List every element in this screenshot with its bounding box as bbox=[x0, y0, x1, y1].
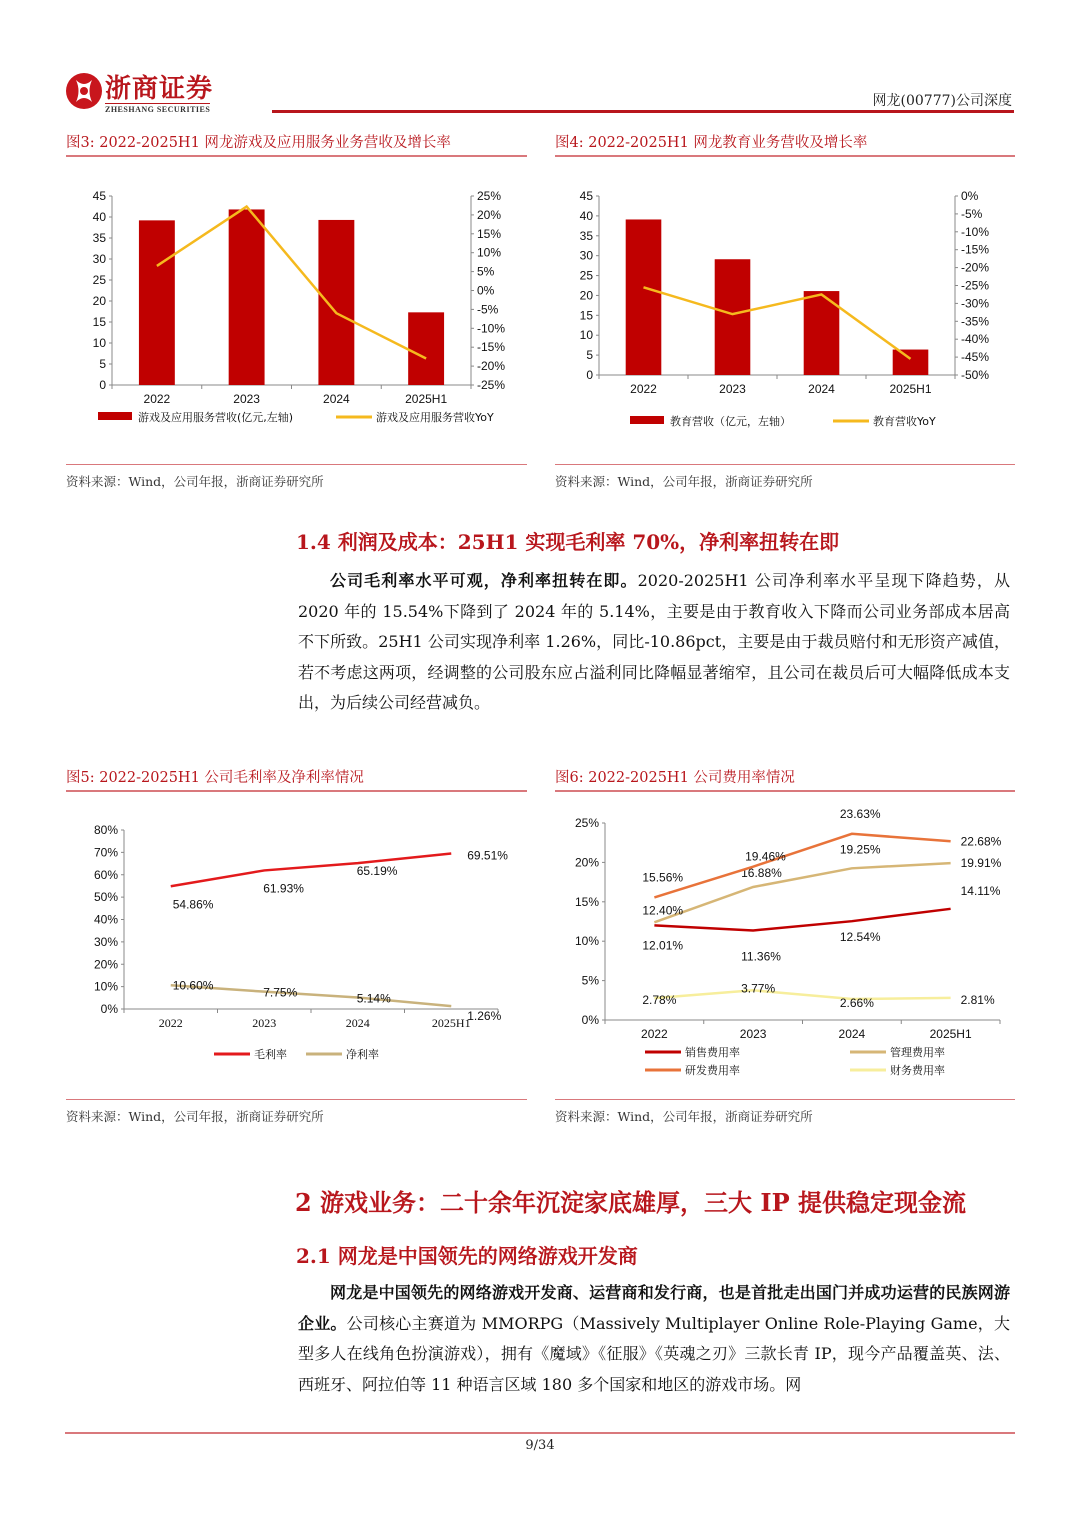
svg-text:30%: 30% bbox=[93, 934, 118, 949]
svg-text:12.54%: 12.54% bbox=[839, 930, 881, 945]
page-number: 9/34 bbox=[525, 1438, 555, 1453]
svg-text:5: 5 bbox=[586, 348, 593, 363]
svg-text:-20%: -20% bbox=[477, 359, 506, 374]
svg-text:25: 25 bbox=[92, 273, 106, 287]
svg-text:30: 30 bbox=[92, 252, 106, 266]
svg-text:研发费用率: 研发费用率 bbox=[685, 1064, 740, 1077]
svg-text:15: 15 bbox=[579, 308, 593, 323]
svg-text:15%: 15% bbox=[477, 226, 502, 241]
svg-text:40%: 40% bbox=[93, 912, 118, 927]
svg-text:25%: 25% bbox=[574, 816, 599, 830]
figure-4-source: 资料来源：Wind，公司年报，浙商证券研究所 bbox=[555, 474, 813, 489]
svg-text:2022: 2022 bbox=[641, 1027, 668, 1041]
figure-4-chart bbox=[555, 180, 1017, 440]
section-1-4-body: 2020-2025H1 公司净利率水平呈现下降趋势，从 2020 年的 15.54%下降到了 2024 年的 5.14%，主要是由于教育收入下降而公司业务部成本居高不下所致。25H1 公司实现净利率 1.26%，同比-10.86pct，主要是由于裁员赔付和无形资产减值，若不考虑这两项，经调整的公司股东应占溢利同比降幅显著缩窄，且公司在裁员后可大幅降低成本支出，为后续公司经营减负。 bbox=[298, 571, 1010, 712]
brand-name-cn: 浙商证券 bbox=[105, 74, 214, 104]
svg-text:5%: 5% bbox=[581, 973, 599, 988]
section-2-1-lead: 网龙是中国领先的网络游戏开发商、运营商和发行商，也是首批走出国门并成功运营的民族网游企业。 bbox=[298, 1283, 1010, 1333]
figure-6-source: 资料来源：Wind，公司年报，浙商证券研究所 bbox=[555, 1109, 813, 1124]
svg-text:-5%: -5% bbox=[961, 206, 983, 221]
brand-name-en: ZHESHANG SECURITIES bbox=[105, 105, 211, 114]
figure-4-title: 图4: 2022-2025H1 网龙教育业务营收及增长率 bbox=[555, 135, 868, 151]
svg-text:毛利率: 毛利率 bbox=[254, 1048, 287, 1061]
svg-text:61.93%: 61.93% bbox=[263, 881, 304, 896]
svg-text:50%: 50% bbox=[93, 890, 118, 905]
svg-text:11.36%: 11.36% bbox=[741, 949, 781, 964]
svg-text:5: 5 bbox=[99, 357, 106, 371]
svg-text:教育营收（亿元，左轴）: 教育营收（亿元，左轴） bbox=[670, 415, 791, 428]
svg-text:35: 35 bbox=[92, 231, 106, 245]
svg-text:教育营收YoY: 教育营收YoY bbox=[873, 415, 936, 428]
svg-text:净利率: 净利率 bbox=[346, 1048, 379, 1061]
header-rule bbox=[272, 110, 1014, 113]
svg-text:80%: 80% bbox=[93, 823, 118, 837]
svg-text:0%: 0% bbox=[100, 1002, 118, 1016]
svg-text:30: 30 bbox=[579, 248, 593, 263]
figure-5-source: 资料来源：Wind，公司年报，浙商证券研究所 bbox=[66, 1109, 324, 1124]
section-1-4-lead: 公司毛利率水平可观，净利率扭转在即。 bbox=[330, 571, 638, 590]
svg-text:0: 0 bbox=[99, 378, 106, 392]
svg-text:65.19%: 65.19% bbox=[356, 864, 398, 879]
figure-3-top-rule bbox=[66, 155, 527, 157]
svg-text:7.75%: 7.75% bbox=[263, 985, 298, 1000]
section-2-1-body: 公司核心主赛道为 MMORPG（Massively Multiplayer Online Role-Playing Game，大型多人在线角色扮演游戏），拥有《魔域》《征服》《英魂之刃》三款长青 IP，现今产品覆盖英、法、西班牙、阿拉伯等 11 种语言区域 180 多个国家和地区的游戏市场。网 bbox=[298, 1313, 1010, 1394]
svg-text:2024: 2024 bbox=[323, 392, 350, 406]
svg-text:游戏及应用服务营收(亿元,左轴): 游戏及应用服务营收(亿元,左轴) bbox=[138, 411, 294, 424]
figure-3-chart bbox=[66, 180, 528, 440]
document-label: 网龙(00777)公司深度 bbox=[872, 93, 1012, 109]
svg-text:2025H1: 2025H1 bbox=[405, 392, 448, 406]
svg-text:-10%: -10% bbox=[477, 321, 506, 336]
figure-6-top-rule bbox=[555, 790, 1015, 792]
svg-text:财务费用率: 财务费用率 bbox=[890, 1064, 945, 1077]
svg-text:2022: 2022 bbox=[630, 382, 657, 396]
brand-emblem-icon bbox=[65, 72, 103, 110]
svg-text:2025H1: 2025H1 bbox=[431, 1016, 471, 1030]
svg-text:2024: 2024 bbox=[345, 1016, 370, 1030]
svg-text:3.77%: 3.77% bbox=[741, 981, 776, 996]
svg-text:-15%: -15% bbox=[477, 340, 506, 355]
svg-text:5%: 5% bbox=[477, 264, 495, 279]
brand-logo bbox=[65, 68, 235, 118]
figure-5-chart bbox=[66, 812, 528, 1072]
svg-text:2023: 2023 bbox=[739, 1027, 767, 1041]
svg-text:12.01%: 12.01% bbox=[642, 938, 684, 953]
svg-text:15: 15 bbox=[92, 315, 106, 329]
svg-text:20: 20 bbox=[579, 288, 593, 303]
svg-text:-25%: -25% bbox=[961, 278, 990, 293]
svg-text:2023: 2023 bbox=[252, 1016, 277, 1030]
section-1-4-paragraph bbox=[298, 566, 1010, 719]
svg-text:0%: 0% bbox=[581, 1013, 599, 1027]
svg-text:2.66%: 2.66% bbox=[839, 996, 874, 1011]
svg-text:-15%: -15% bbox=[961, 242, 990, 257]
svg-text:2022: 2022 bbox=[143, 392, 171, 406]
svg-text:0%: 0% bbox=[477, 283, 495, 298]
svg-text:10.60%: 10.60% bbox=[172, 978, 214, 993]
svg-text:20%: 20% bbox=[477, 207, 502, 222]
figure-5-title: 图5: 2022-2025H1 公司毛利率及净利率情况 bbox=[66, 770, 364, 786]
svg-text:19.25%: 19.25% bbox=[839, 842, 881, 857]
svg-text:60%: 60% bbox=[93, 867, 118, 882]
svg-text:2024: 2024 bbox=[808, 382, 835, 396]
svg-text:19.91%: 19.91% bbox=[960, 856, 1002, 871]
svg-text:45: 45 bbox=[579, 189, 593, 203]
svg-text:2023: 2023 bbox=[233, 392, 260, 406]
svg-text:15%: 15% bbox=[574, 894, 599, 909]
svg-text:40: 40 bbox=[579, 208, 593, 223]
svg-text:22.68%: 22.68% bbox=[960, 834, 1002, 849]
figure-5-bottom-rule bbox=[66, 1099, 527, 1100]
section-2-1-paragraph bbox=[298, 1278, 1010, 1400]
svg-text:5.14%: 5.14% bbox=[356, 991, 391, 1006]
svg-text:20: 20 bbox=[92, 294, 106, 308]
figure-3-title: 图3: 2022-2025H1 网龙游戏及应用服务业务营收及增长率 bbox=[66, 135, 451, 151]
svg-text:0: 0 bbox=[586, 368, 593, 382]
svg-text:14.11%: 14.11% bbox=[960, 883, 1001, 898]
svg-text:40: 40 bbox=[92, 210, 106, 224]
svg-text:20%: 20% bbox=[93, 957, 118, 972]
svg-text:10%: 10% bbox=[93, 979, 118, 994]
svg-text:管理费用率: 管理费用率 bbox=[890, 1046, 945, 1059]
svg-text:45: 45 bbox=[92, 189, 106, 203]
svg-text:1.26%: 1.26% bbox=[467, 1009, 502, 1024]
svg-text:-50%: -50% bbox=[961, 368, 990, 382]
svg-text:69.51%: 69.51% bbox=[467, 848, 508, 863]
svg-text:2.78%: 2.78% bbox=[642, 993, 677, 1008]
svg-text:15.56%: 15.56% bbox=[642, 870, 684, 885]
section-2-heading: 2 游戏业务：二十余年沉淀家底雄厚，三大 IP 提供稳定现金流 bbox=[295, 1188, 967, 1217]
svg-text:12.40%: 12.40% bbox=[642, 903, 684, 918]
figure-4-top-rule bbox=[555, 155, 1015, 157]
svg-text:游戏及应用服务营收YoY: 游戏及应用服务营收YoY bbox=[376, 411, 494, 424]
svg-text:25%: 25% bbox=[477, 189, 502, 203]
svg-text:10: 10 bbox=[92, 336, 106, 350]
svg-text:2.81%: 2.81% bbox=[960, 992, 995, 1007]
svg-text:-30%: -30% bbox=[961, 296, 990, 311]
svg-text:70%: 70% bbox=[93, 845, 118, 860]
section-1-4-heading: 1.4 利润及成本：25H1 实现毛利率 70%，净利率扭转在即 bbox=[296, 530, 840, 554]
svg-text:2022: 2022 bbox=[158, 1016, 183, 1030]
svg-text:16.88%: 16.88% bbox=[741, 865, 782, 880]
figure-3-source: 资料来源：Wind，公司年报，浙商证券研究所 bbox=[66, 474, 324, 489]
svg-text:0%: 0% bbox=[961, 189, 979, 203]
svg-text:2023: 2023 bbox=[719, 382, 746, 396]
svg-text:-10%: -10% bbox=[961, 224, 990, 239]
svg-text:-25%: -25% bbox=[477, 378, 506, 392]
svg-text:23.63%: 23.63% bbox=[839, 808, 881, 821]
svg-text:35: 35 bbox=[579, 228, 593, 243]
svg-text:-45%: -45% bbox=[961, 350, 990, 365]
figure-6-bottom-rule bbox=[555, 1099, 1015, 1100]
section-2-1-heading: 2.1 网龙是中国领先的网络游戏开发商 bbox=[296, 1244, 638, 1268]
footer-rule bbox=[65, 1432, 1015, 1434]
svg-text:10%: 10% bbox=[574, 934, 599, 949]
svg-text:2025H1: 2025H1 bbox=[889, 382, 932, 396]
svg-text:2025H1: 2025H1 bbox=[929, 1027, 972, 1041]
svg-text:-35%: -35% bbox=[961, 314, 990, 329]
svg-text:25: 25 bbox=[579, 268, 593, 283]
figure-3-bottom-rule bbox=[66, 464, 527, 465]
svg-text:10: 10 bbox=[579, 328, 593, 343]
svg-text:销售费用率: 销售费用率 bbox=[685, 1046, 740, 1059]
svg-text:-20%: -20% bbox=[961, 260, 990, 275]
svg-text:19.46%: 19.46% bbox=[745, 849, 786, 864]
figure-5-top-rule bbox=[66, 790, 527, 792]
figure-6-title: 图6: 2022-2025H1 公司费用率情况 bbox=[555, 770, 795, 786]
svg-text:20%: 20% bbox=[574, 855, 599, 870]
figure-4-bottom-rule bbox=[555, 464, 1015, 465]
svg-text:-40%: -40% bbox=[961, 332, 990, 347]
svg-text:-5%: -5% bbox=[477, 302, 499, 317]
figure-6-chart bbox=[555, 808, 1017, 1083]
svg-text:54.86%: 54.86% bbox=[172, 897, 214, 912]
svg-text:10%: 10% bbox=[477, 245, 502, 260]
svg-text:2024: 2024 bbox=[838, 1027, 866, 1041]
